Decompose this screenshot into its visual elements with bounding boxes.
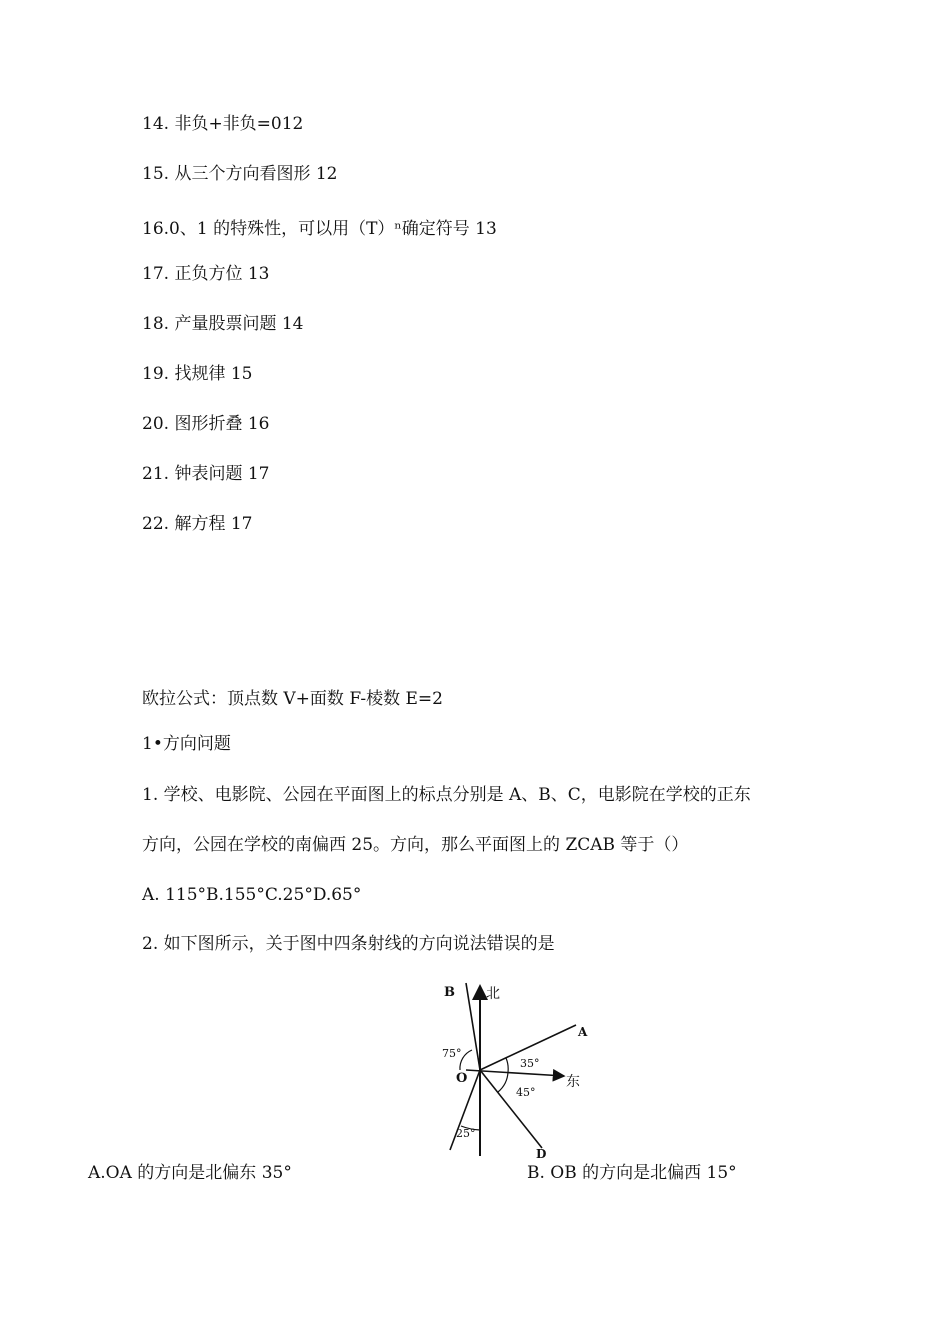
question-2-option-a: A.OA 的方向是北偏东 35°: [88, 1163, 292, 1183]
question-1-line-2: 方向，公园在学校的南偏西 25。方向，那么平面图上的 ZCAB 等于（）: [142, 835, 689, 855]
euler-formula: 欧拉公式：顶点数 V+面数 F-棱数 E=2: [142, 689, 443, 709]
section-title: 1•方向问题: [142, 734, 231, 754]
arc-75: [460, 1050, 472, 1070]
toc-item-22: 22. 解方程 17: [142, 514, 253, 534]
ray-od: [480, 1070, 542, 1148]
label-d: D: [536, 1147, 547, 1160]
angle-25-label: 25°: [456, 1127, 476, 1140]
question-2-option-b: B. OB 的方向是北偏西 15°: [527, 1163, 737, 1183]
label-east: 东: [566, 1074, 580, 1090]
toc-item-19: 19. 找规律 15: [142, 364, 253, 384]
toc-item-20: 20. 图形折叠 16: [142, 414, 270, 434]
angle-35-label: 35°: [520, 1057, 540, 1070]
toc-item-15: 15. 从三个方向看图形 12: [142, 164, 338, 184]
label-b: B: [444, 985, 455, 1000]
question-2-text: 2. 如下图所示，关于图中四条射线的方向说法错误的是: [142, 934, 555, 954]
toc-item-21: 21. 钟表问题 17: [142, 464, 270, 484]
toc-item-14: 14. 非负+非负=012: [142, 114, 304, 134]
question-1-options: A. 115°B.155°C.25°D.65°: [142, 885, 362, 905]
label-a: A: [578, 1025, 588, 1039]
toc-item-18: 18. 产量股票问题 14: [142, 314, 304, 334]
ray-ob: [466, 983, 480, 1070]
direction-diagram: [436, 978, 606, 1160]
arc-35: [506, 1058, 508, 1072]
angle-45-label: 45°: [516, 1086, 536, 1099]
toc-item-17: 17. 正负方位 13: [142, 264, 270, 284]
arc-45: [498, 1072, 508, 1092]
question-1-line-1: 1. 学校、电影院、公园在平面图上的标点分别是 A、B、C，电影院在学校的正东: [142, 785, 751, 805]
direction-diagram-svg: [436, 978, 606, 1160]
angle-75-label: 75°: [442, 1047, 462, 1060]
label-north: 北: [486, 986, 500, 1002]
label-o: O: [456, 1071, 468, 1086]
toc-item-16: 16.0、1 的特殊性，可以用（T）ⁿ确定符号 13: [142, 219, 497, 239]
